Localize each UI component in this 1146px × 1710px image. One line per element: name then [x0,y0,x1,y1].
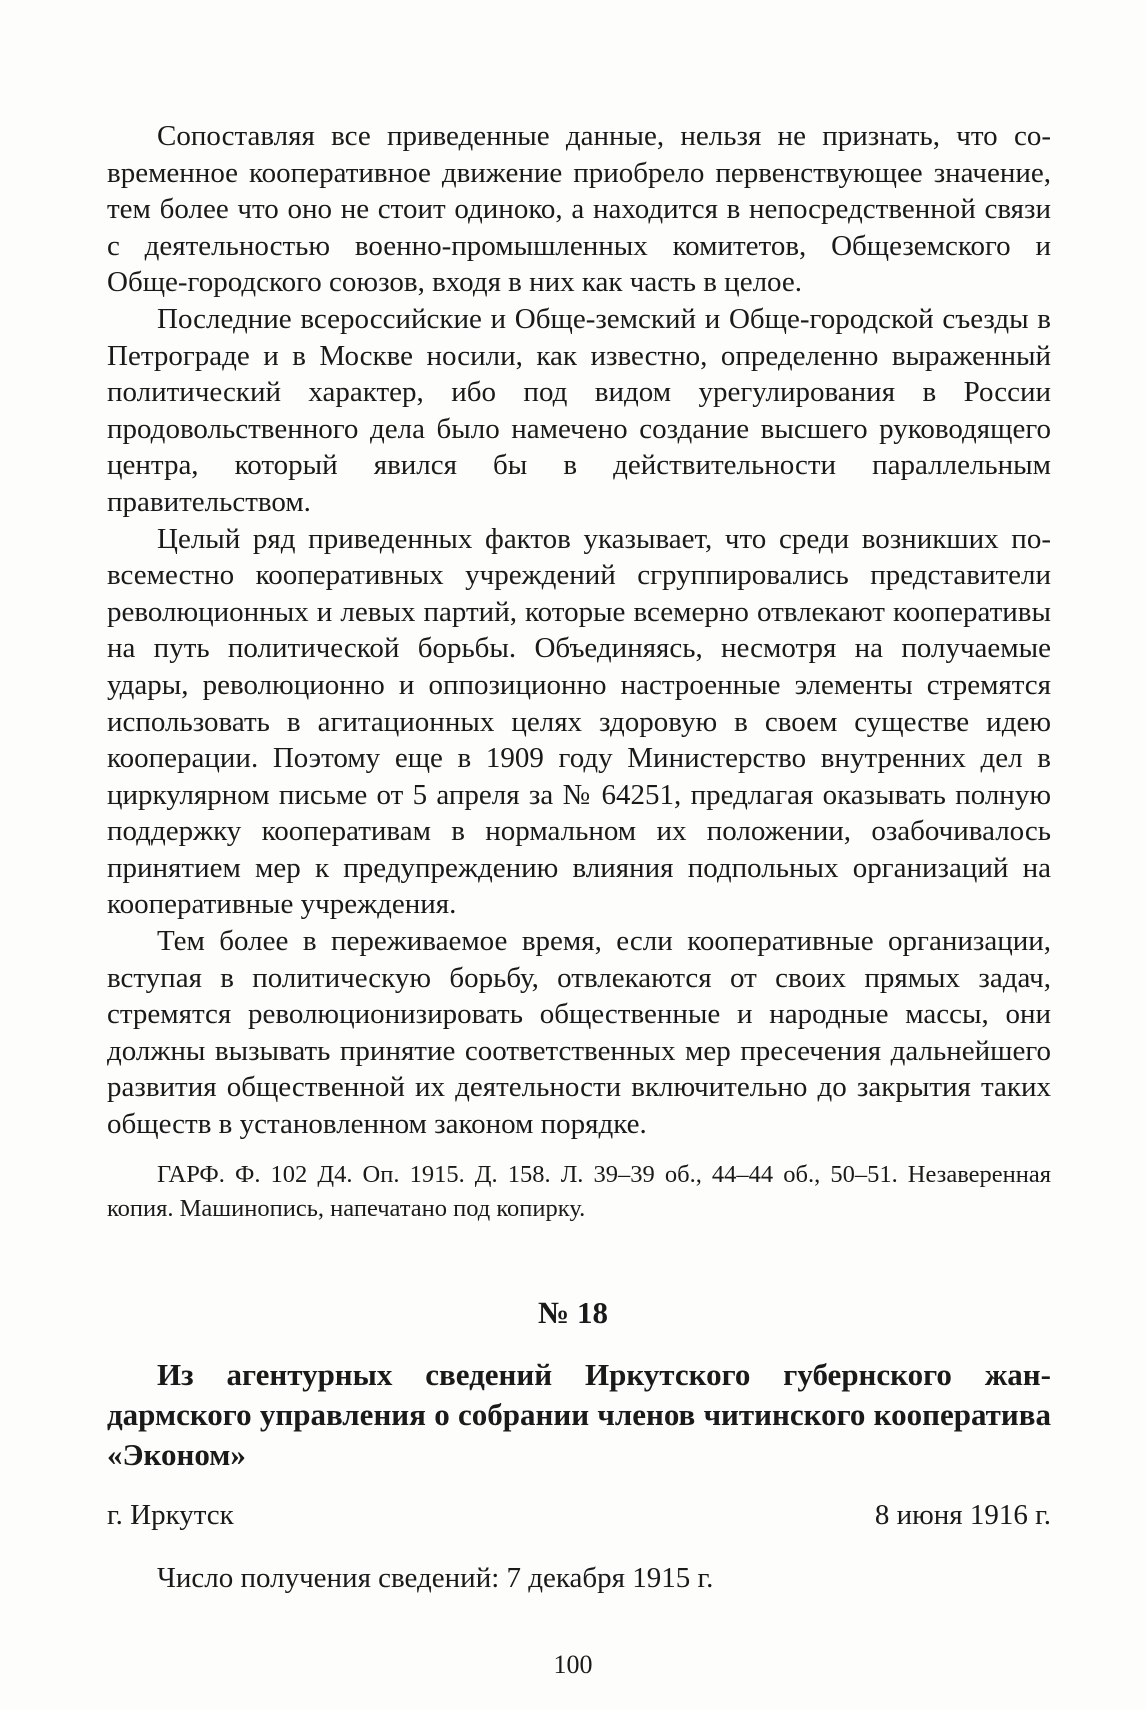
paragraph-1: Сопоставляя все приведенные данные, нельзя не признать, что современное кооперативное движение приобрело первенствующее значение, тем более что оно не стоит одиноко, а находится в непосредственной связи с деятельностью военно-промышленных комитетов, Общеземского и Обще-городского союзов, входя в них как часть в целое. [107,120,1051,299]
archival-source-note: ГАРФ. Ф. 102 Д4. Оп. 1915. Д. 158. Л. 39–39 об., 44–44 об., 50–51. Незаверенная копия. Машинопись, напечатано под копирку. [107,1161,1051,1222]
paragraph-3: Целый ряд приведенных фактов указывает, что среди возникших повсеместно кооперативных учреждений сгруппировались представители революционных и левых партий, которые всемерно отвлекают кооперативы на путь политической борьбы. Объединяясь, несмотря на получаемые удары, революционно и оппозиционно настроенные элементы стремятся использовать в агитационных целях здоровую в своем существе идею кооперации. Поэтому еще в 1909 году Министерство внутренних дел в циркулярном письме от 5 апреля за № 64251, предлагая оказывать полную поддержку кооперативам в нормальном их положении, озабочивалось принятием мер к предупреждению влияния подпольных организаций на кооперативные учреждения. [107,522,1051,921]
document-date: 8 июня 1916 г. [874,1499,1051,1531]
document-title: Из агентурных сведений Иркутского губернского жандармского управления о собрании членов читинского кооператива «Эконом» [107,1357,1051,1472]
body-text [107,118,1051,1143]
document-place: г. Иркутск [107,1499,234,1531]
place-date-line [107,1497,1051,1533]
paragraph-4: Тем более в переживаемое время, если кооперативные организации, вступая в политическую борьбу, отвлекаются от своих прямых задач, стремятся революционизировать общественные и народные массы, они должны вызывать принятие соответственных мер пресечения дальнейшего развития общественной их деятельности включительно до закрытия таких обществ в установленном законом порядке. [107,925,1051,1141]
document-number: № 18 [538,1295,608,1330]
received-date-note: Число получения сведений: 7 декабря 1915 г. [157,1562,714,1594]
page-number: 100 [553,1650,593,1679]
paragraph-2: Последние всероссийские и Обще-земский и Обще-городской съезды в Петрограде и в Москве носили, как известно, определенно выраженный политический характер, ибо под видом урегулирования в России продовольственного дела было намечено создание высшего руководящего центра, который явился бы в действительности параллельным правительством. [107,302,1051,518]
